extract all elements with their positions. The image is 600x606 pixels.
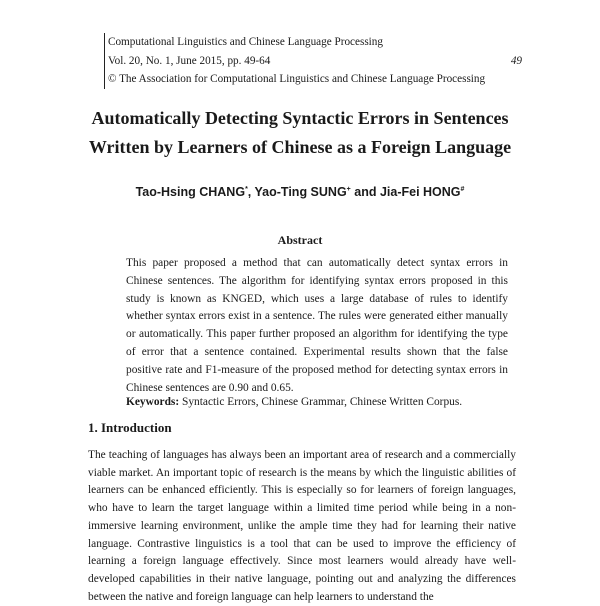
abstract-text: This paper proposed a method that can automatically detect syntax errors in Chinese sentences. The algorithm for identifying syntax errors proposed in this study is known as KNGED, which uses a large database of rules to identify whether syntax errors exist in a sentence. The rules were generated either manually or automatically. This paper further proposed an algorithm for identifying the type of error that a sentence contained. Experimental results shown that the false positive rate and F1-measure of the proposed method for detecting syntax errors in Chinese sentences are 0.90 and 0.65.	[126, 257, 508, 394]
author-name: Yao-Ting SUNG	[254, 185, 347, 199]
title-line-1: Automatically Detecting Syntactic Errors in Sentences	[91, 108, 509, 128]
author-list	[0, 185, 600, 199]
author-mark: *	[245, 185, 248, 193]
journal-header	[104, 33, 522, 89]
journal-copyright: © The Association for Computational Linguistics and Chinese Language Processing	[108, 73, 486, 85]
introduction-text: The teaching of languages has always been an important area of research and a commercially viable market. An important topic of research is the means by which the linguistic abilities of learners can be enhanced efficiently. This is especially so for learners of foreign languages, who have to learn the target language within a limited time period while being in a non-immersive learning environment, unlike the ample time they had for learning their native language. Contrastive linguistics is a tool that can be used to improve the efficiency of learning a foreign language effectively. Since most learners would already have well-developed capabilities in their native language, pointing out and analyzing the differences between the native and foreign language can help learners to understand the	[88, 449, 516, 603]
author-name: Tao-Hsing CHANG	[135, 185, 246, 199]
author-mark: +	[346, 185, 351, 193]
keywords-label: Keywords:	[126, 396, 180, 408]
keywords-list: Syntactic Errors, Chinese Grammar, Chinese Written Corpus.	[182, 396, 463, 408]
author-separator: and	[350, 185, 380, 199]
author-mark: #	[460, 185, 465, 193]
title-line-2: Written by Learners of Chinese as a Foreign Language	[88, 137, 512, 157]
keywords	[126, 394, 526, 411]
paper-title	[0, 104, 600, 162]
author-separator: ,	[247, 185, 255, 199]
section-heading-introduction: 1. Introduction	[88, 420, 172, 435]
page-number: 49	[510, 54, 522, 67]
author-name: Jia-Fei HONG	[379, 185, 461, 199]
journal-name: Computational Linguistics and Chinese Language Processing	[108, 36, 383, 48]
abstract-heading: Abstract	[277, 233, 323, 247]
journal-volume: Vol. 20, No. 1, June 2015, pp. 49-64	[108, 54, 271, 67]
